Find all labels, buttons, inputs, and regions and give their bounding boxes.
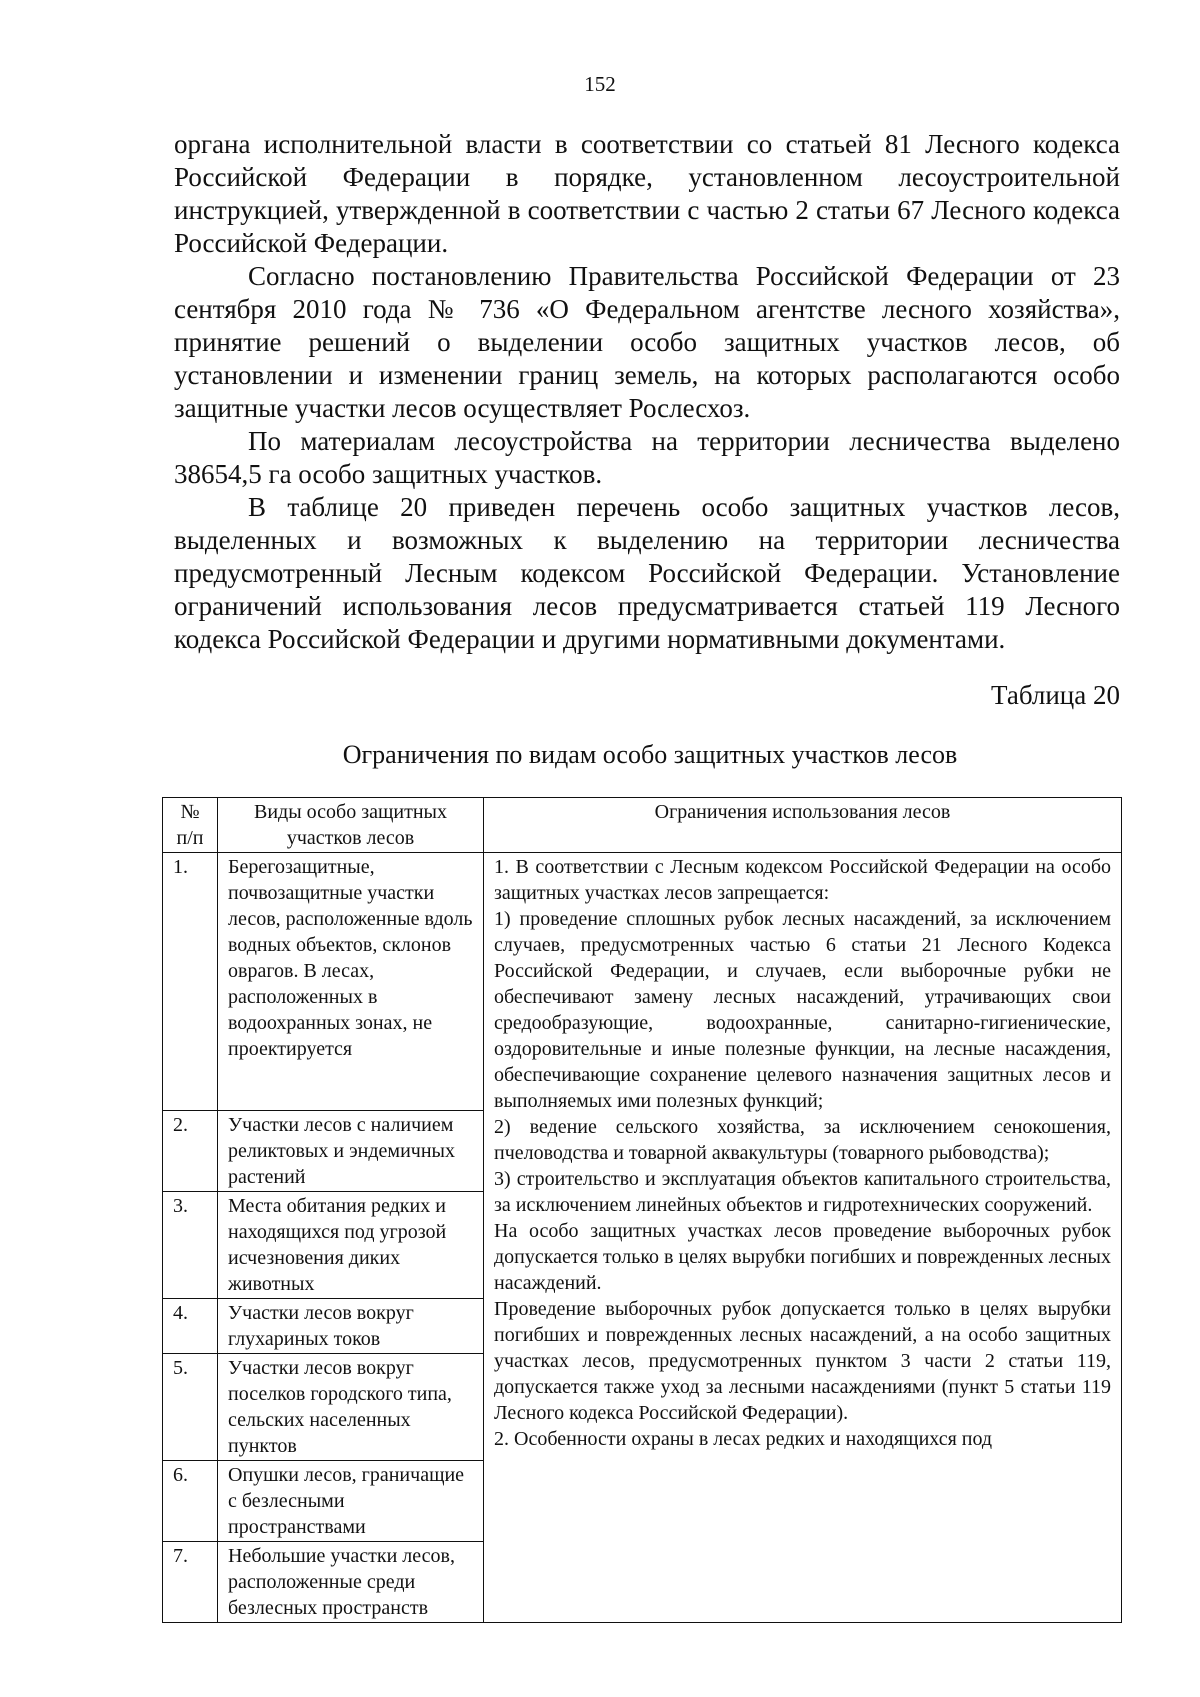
header-limits: Ограничения использования лесов xyxy=(484,798,1122,853)
row-num: 5. xyxy=(163,1354,218,1461)
restriction-paragraph: 2. Особенности охраны в лесах редких и находящихся под xyxy=(494,1428,993,1450)
table-label: Таблица 20 xyxy=(991,680,1120,710)
restrictions-cell xyxy=(484,853,1122,1623)
row-num: 3. xyxy=(163,1192,218,1299)
restriction-paragraph: 1. В соответствии с Лесным кодексом Российской Федерации на особо защитных участках лесов запрещается: xyxy=(494,856,1111,904)
paragraph: По материалам лесоустройства на территории лесничества выделено 38654,5 га особо защитных участков. xyxy=(174,426,1120,489)
row-num: 4. xyxy=(163,1299,218,1354)
row-type: Места обитания редких и находящихся под угрозой исчезновения диких животных xyxy=(218,1192,484,1299)
row-num: 2. xyxy=(163,1111,218,1192)
header-num: № п/п xyxy=(163,798,218,853)
restriction-paragraph: На особо защитных участках лесов проведение выборочных рубок допускается только в целях вырубки погибших и поврежденных лесных насаждений. xyxy=(494,1220,1111,1294)
body-text xyxy=(174,128,1120,656)
header-type: Виды особо защитных участков лесов xyxy=(218,798,484,853)
row-type: Участки лесов вокруг поселков городского типа, сельских населенных пунктов xyxy=(218,1354,484,1461)
page-number: 152 xyxy=(584,72,616,96)
table-title: Ограничения по видам особо защитных участков лесов xyxy=(342,740,958,769)
restriction-paragraph: Проведение выборочных рубок допускается только в целях вырубки погибших и поврежденных лесных насаждений, а на особо защитных участках лесов, предусмотренных пунктом 3 части 2 статьи 119, допускается также уход за лесными насаждениями (пункт 5 статьи 119 Лесного кодекса Российской Федерации). xyxy=(494,1298,1111,1424)
row-num: 7. xyxy=(163,1542,218,1623)
restriction-paragraph: 1) проведение сплошных рубок лесных насаждений, за исключением случаев, предусмотренных частью 6 статьи 21 Лесного Кодекса Российской Федерации, и случаев, если выборочные рубки не обеспечивают замену лесных насаждений, утрачивающих свои средообразующие, водоохранные, санитарно-гигиенические, оздоровительные и иные полезные функции, на лесные насаждения, обеспечивающие сохранение целевого назначения защитных лесов и выполняемых ими полезных функций; xyxy=(494,908,1111,1112)
restrictions-table xyxy=(162,797,1122,1623)
table-row xyxy=(163,853,1122,1111)
row-type: Небольшие участки лесов, расположенные среди безлесных пространств xyxy=(218,1542,484,1623)
table-header-row xyxy=(163,798,1122,853)
row-type: Участки лесов вокруг глухариных токов xyxy=(218,1299,484,1354)
paragraph: органа исполнительной власти в соответствии со статьей 81 Лесного кодекса Российской Федерации в порядке, установленном лесоустроительной инструкцией, утвержденной в соответствии с частью 2 статьи 67 Лесного кодекса Российской Федерации. xyxy=(174,129,1120,258)
row-type: Участки лесов с наличием реликтовых и эндемичных растений xyxy=(218,1111,484,1192)
row-type: Опушки лесов, граничащие с безлесными пространствами xyxy=(218,1461,484,1542)
paragraph: Согласно постановлению Правительства Российской Федерации от 23 сентября 2010 года № 736 «О Федеральном агентстве лесного хозяйства», принятие решений о выделении особо защитных участков лесов, об установлении и изменении границ земель, на которых располагаются особо защитные участки лесов осуществляет Рослесхоз. xyxy=(174,261,1120,423)
restriction-paragraph: 2) ведение сельского хозяйства, за исключением сенокошения, пчеловодства и товарной аквакультуры (товарного рыбоводства); xyxy=(494,1116,1111,1164)
restriction-paragraph: 3) строительство и эксплуатация объектов капитального строительства, за исключением линейных объектов и гидротехнических сооружений. xyxy=(494,1168,1111,1216)
row-num: 6. xyxy=(163,1461,218,1542)
paragraph: В таблице 20 приведен перечень особо защитных участков лесов, выделенных и возможных к выделению на территории лесничества предусмотренный Лесным кодексом Российской Федерации. Установление ограничений использования лесов предусматривается статьей 119 Лесного кодекса Российской Федерации и другими нормативными документами. xyxy=(174,492,1120,654)
row-type: Берегозащитные, почвозащитные участки лесов, расположенные вдоль водных объектов, склонов оврагов. В лесах, расположенных в водоохранных зонах, не проектируется xyxy=(218,853,484,1111)
row-num: 1. xyxy=(163,853,218,1111)
